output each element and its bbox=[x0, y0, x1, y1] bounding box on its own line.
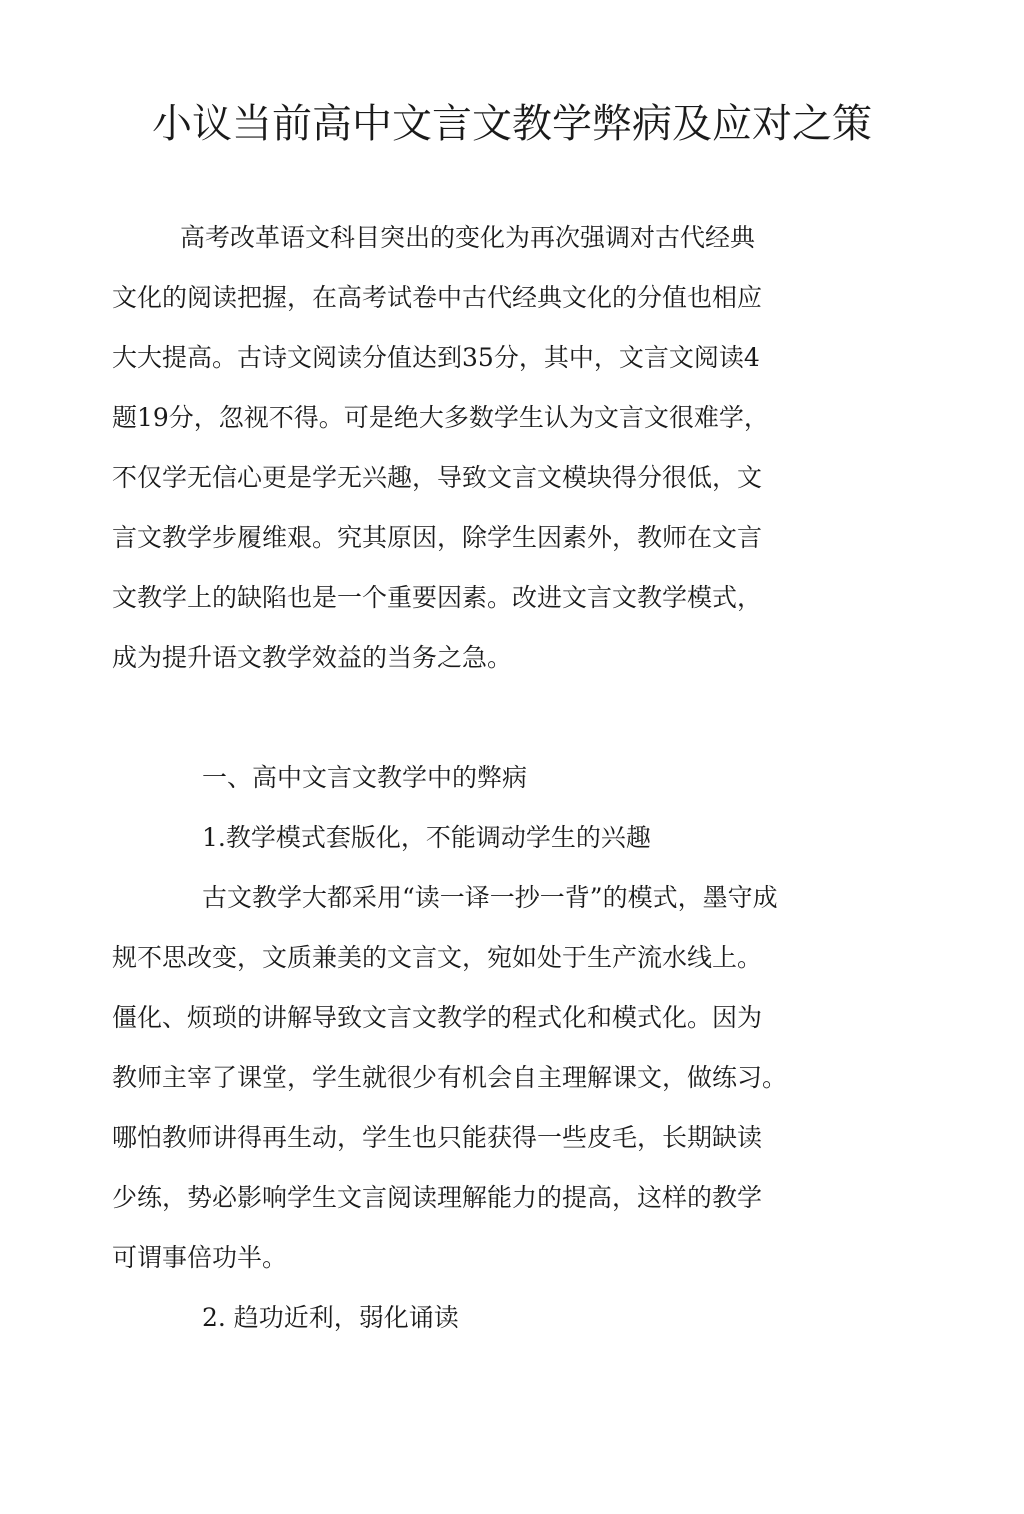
intro-line-8: 成为提升语文教学效益的当务之急。 bbox=[112, 643, 513, 672]
sub1-line-4: 教师主宰了课堂，学生就很少有机会自主理解课文，做练习。 bbox=[112, 1063, 788, 1092]
sub1-line-1: 古文教学大都采用“读一译一抄一背”的模式，墨守成 bbox=[202, 883, 778, 912]
sub1-line-3: 僵化、烦琐的讲解导致文言文教学的程式化和模式化。因为 bbox=[112, 1003, 763, 1032]
sub1-line-2: 规不思改变，文质兼美的文言文，宛如处于生产流水线上。 bbox=[112, 943, 763, 972]
sub1-line-7: 可谓事倍功半。 bbox=[112, 1243, 288, 1272]
sub2-heading: 2. 趋功近利，弱化诵读 bbox=[202, 1303, 459, 1332]
sub1-line-6: 少练，势必影响学生文言阅读理解能力的提高，这样的教学 bbox=[112, 1183, 763, 1212]
sub1-line-5: 哪怕教师讲得再生动，学生也只能获得一些皮毛，长期缺读 bbox=[112, 1123, 763, 1152]
section1-heading: 一、高中文言文教学中的弊病 bbox=[202, 763, 528, 792]
document-title: 小议当前高中文言文教学弊病及应对之策 bbox=[152, 101, 872, 147]
intro-line-2: 文化的阅读把握，在高考试卷中古代经典文化的分值也相应 bbox=[112, 283, 763, 312]
intro-line-3: 大大提高。古诗文阅读分值达到35分，其中，文言文阅读4 bbox=[112, 343, 760, 372]
intro-line-5: 不仅学无信心更是学无兴趣，导致文言文模块得分很低，文 bbox=[112, 463, 763, 492]
intro-line-7: 文教学上的缺陷也是一个重要因素。改进文言文教学模式， bbox=[112, 583, 763, 612]
intro-line-6: 言文教学步履维艰。究其原因，除学生因素外，教师在文言 bbox=[112, 523, 763, 552]
intro-line-4: 题19分，忽视不得。可是绝大多数学生认为文言文很难学， bbox=[112, 403, 769, 432]
intro-line-1: 高考改革语文科目突出的变化为再次强调对古代经典 bbox=[180, 223, 756, 252]
sub1-heading: 1.教学模式套版化，不能调动学生的兴趣 bbox=[202, 823, 651, 852]
